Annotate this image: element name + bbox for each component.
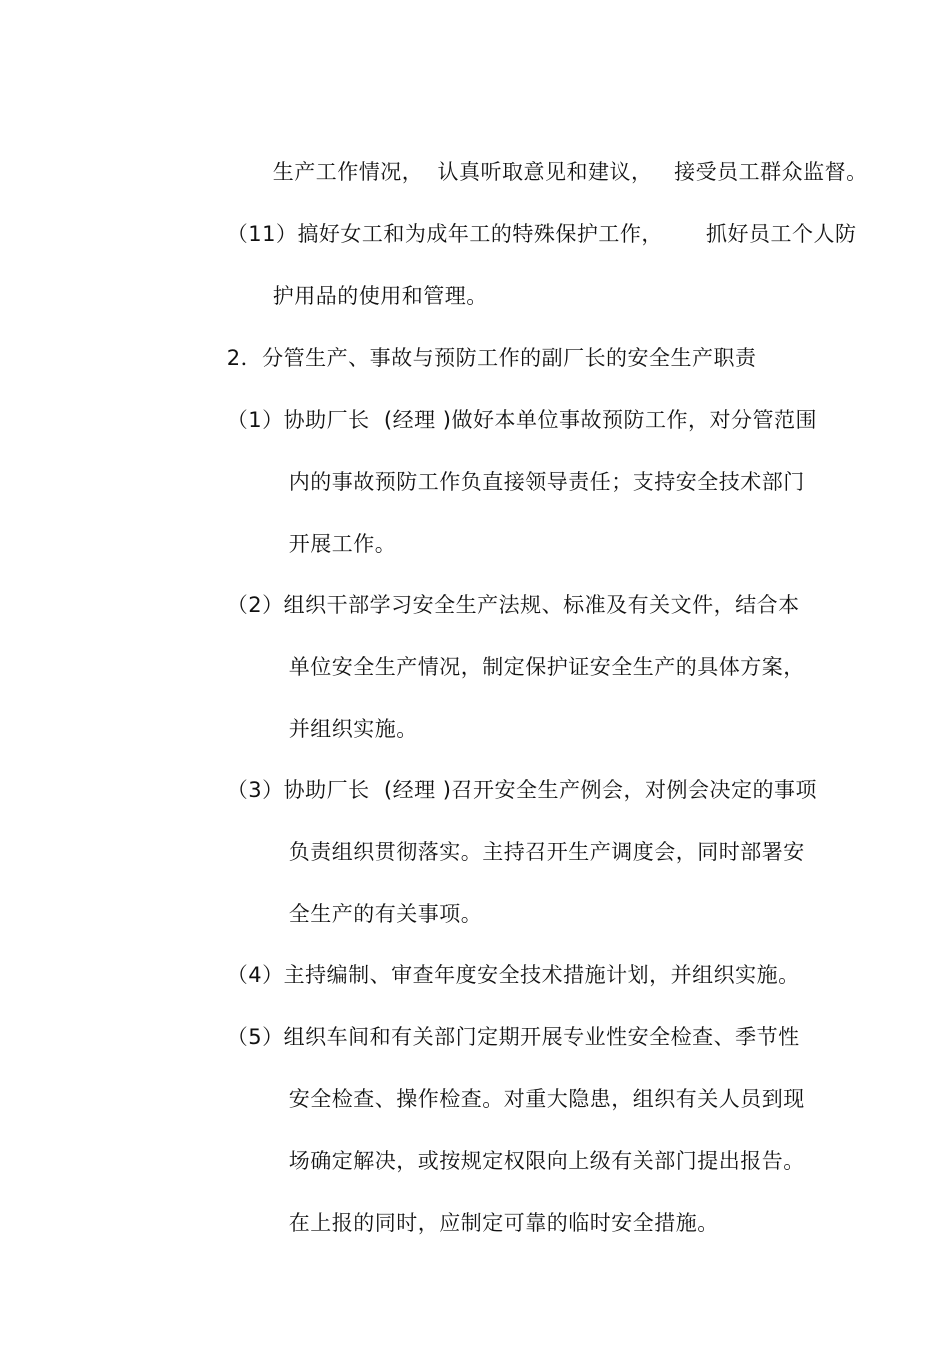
line-text: 开展工作。 (288, 532, 397, 556)
line-text: 在上报的同时，应制定可靠的临时安全措施。 (288, 1211, 719, 1235)
line-text: 组织车间和有关部门定期开展专业性安全检查、季节性 (283, 1025, 800, 1049)
line-text: 单位安全生产情况，制定保护证安全生产的具体方案， (288, 655, 805, 679)
line-text: 协助厂长 (经理 )召开安全生产例会，对例会决定的事项 (283, 778, 817, 802)
line-text: 并组织实施。 (288, 717, 418, 741)
list-marker: （5） (226, 1025, 284, 1049)
line-text: 内的事故预防工作负直接领导责任；支持安全技术部门 (288, 470, 805, 494)
list-marker: （11） (226, 222, 298, 246)
line-text: 主持编制、审查年度安全技术措施计划，并组织实施。 (283, 963, 800, 987)
list-marker: （4） (226, 963, 284, 987)
line-text: 安全检查、操作检查。对重大隐患，组织有关人员到现 (288, 1087, 805, 1111)
list-marker: （3） (226, 778, 284, 802)
line-text: 组织干部学习安全生产法规、标准及有关文件，结合本 (283, 593, 800, 617)
line-text: 搞好女工和为成年工的特殊保护工作， 抓好员工个人防 (297, 222, 857, 246)
line-text: 生产工作情况， 认真听取意见和建议， 接受员工群众监督。 (272, 160, 868, 184)
line-text: 护用品的使用和管理。 (272, 284, 488, 308)
list-marker: （2） (226, 593, 284, 617)
paragraph-line (260, 1178, 719, 1268)
line-text: 场确定解决，或按规定权限向上级有关部门提出报告。 (288, 1149, 805, 1173)
line-text: 负责组织贯彻落实。主持召开生产调度会，同时部署安 (288, 840, 805, 864)
line-text: 全生产的有关事项。 (288, 902, 483, 926)
list-marker: （1） (226, 408, 284, 432)
heading-text: 2．分管生产、事故与预防工作的副厂长的安全生产职责 (226, 346, 757, 370)
line-text: 协助厂长 (经理 )做好本单位事故预防工作，对分管范围 (283, 408, 817, 432)
